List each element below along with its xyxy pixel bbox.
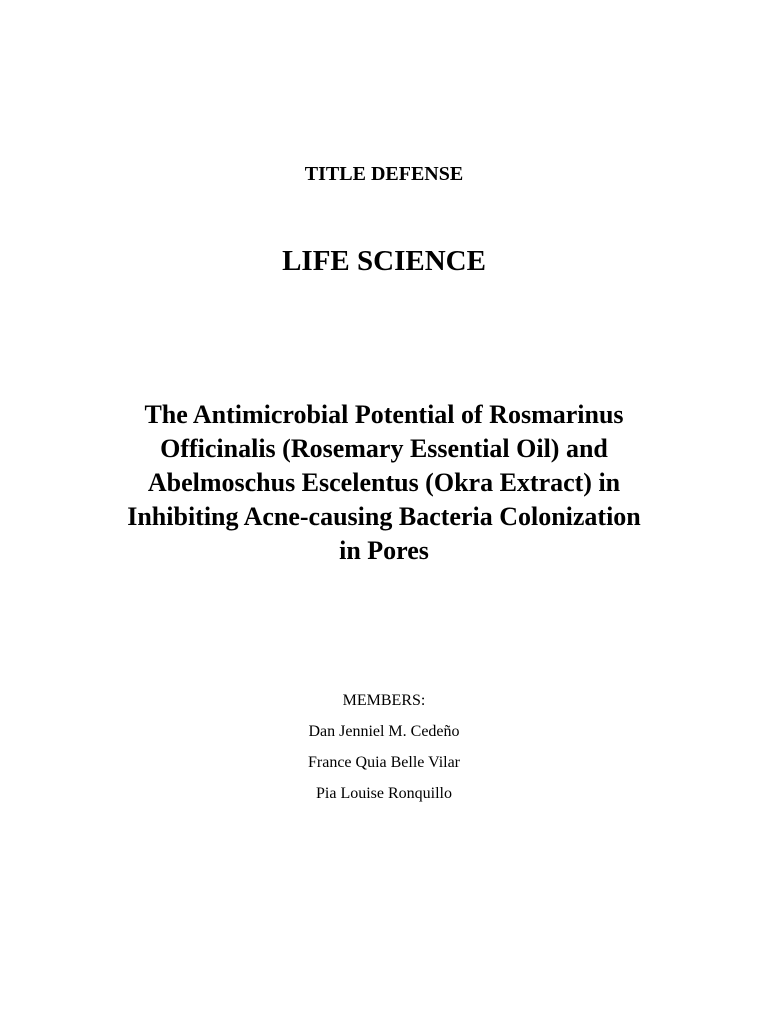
research-title — [84, 398, 684, 568]
research-title-line: The Antimicrobial Potential of Rosmarinus — [144, 400, 624, 429]
research-title-line: Officinalis (Rosemary Essential Oil) and — [160, 434, 608, 463]
member-name: Pia Louise Ronquillo — [316, 785, 452, 802]
research-title-line: Abelmoschus Escelentus (Okra Extract) in — [147, 468, 621, 497]
member-name: Dan Jenniel M. Cedeño — [308, 723, 460, 740]
members-label: MEMBERS: — [342, 692, 426, 709]
research-title-line: Inhibiting Acne-causing Bacteria Colonization — [127, 502, 641, 531]
members-section — [0, 685, 768, 809]
member-name: France Quia Belle Vilar — [307, 754, 461, 771]
research-title-line: in Pores — [339, 536, 429, 565]
subject-heading: LIFE SCIENCE — [282, 245, 486, 277]
document-type-heading: TITLE DEFENSE — [304, 163, 464, 185]
